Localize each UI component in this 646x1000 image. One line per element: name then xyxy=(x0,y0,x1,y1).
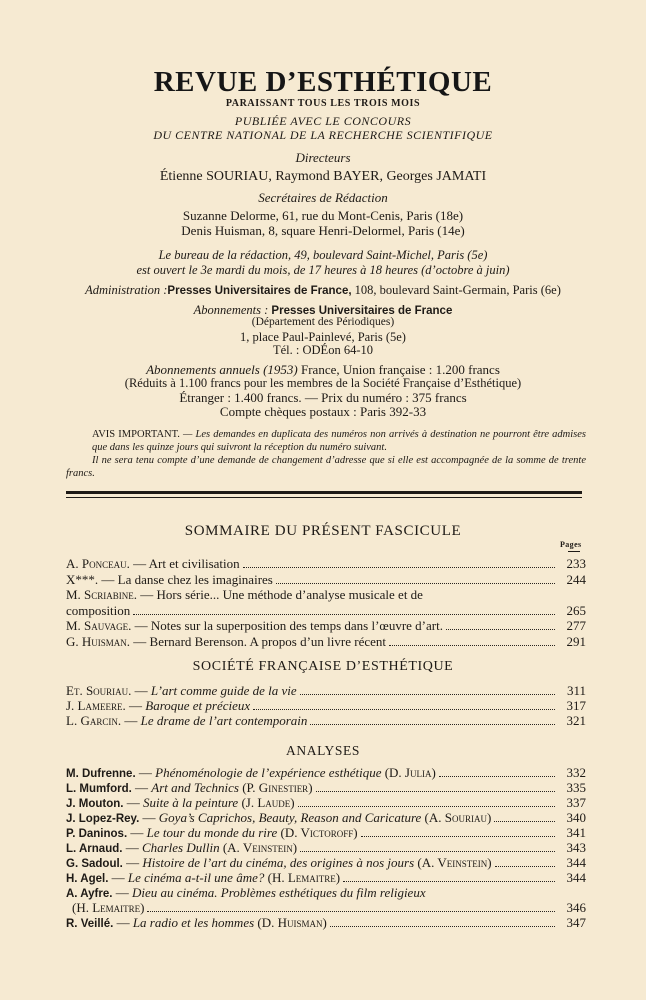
postal-account: Compte chèques postaux : Paris 392-33 xyxy=(219,404,427,419)
office-line-1: Le bureau de la rédaction, 49, boulevard Saint-Michel, Paris (5e) xyxy=(158,248,488,262)
entry-title: Charles Dullin xyxy=(141,840,220,855)
subscriptions-label: Abonnements : xyxy=(193,303,269,317)
entry-title: Dieu au cinéma. Problèmes esthétiques du film religieux xyxy=(131,885,426,900)
entry-page: 291 xyxy=(566,633,586,649)
entry-title: Art and Technics xyxy=(151,780,239,795)
analysis-entry xyxy=(66,855,586,870)
summary-entry xyxy=(66,603,586,619)
society-list xyxy=(66,683,586,728)
annual-label: Abonnements annuels (1953) xyxy=(146,362,298,377)
entry-author: J. Lameere. xyxy=(66,698,126,713)
dot-leader xyxy=(361,835,555,837)
entry-page: 311 xyxy=(566,683,586,698)
entry-author: A. Ayfre. xyxy=(66,888,113,900)
dot-leader xyxy=(243,566,555,568)
summary-entry xyxy=(66,556,586,572)
subscriptions-address: 1, place Paul-Painlevé, Paris (5e) xyxy=(240,330,406,344)
entry-page: 265 xyxy=(566,602,586,618)
entry-text: M. Dufrenne. — Phénoménologie de l’expérience esthétique (D. Julia) xyxy=(66,765,436,780)
administration-label: Administration : xyxy=(85,283,168,297)
entry-text: L. Garcin. — Le drame de l’art contemporain xyxy=(66,713,308,728)
analysis-entry xyxy=(66,840,586,855)
dot-leader xyxy=(300,850,555,852)
administration-name: Presses Universitaires de France, xyxy=(167,285,352,297)
entry-reviewer: (A. Veinstein) xyxy=(219,840,298,855)
entry-author: G. Huisman. xyxy=(66,633,131,649)
dot-leader xyxy=(253,708,555,710)
frequency-line: PARAISSANT TOUS LES TROIS MOIS xyxy=(225,98,421,109)
address-change-notice: Il ne sera tenu compte d’une demande de changement d’adresse que si elle est accompagnée de la somme de trente francs. xyxy=(66,455,586,479)
entry-author: J. Lopez-Rey. xyxy=(66,813,140,825)
pages-column-label: Pages xyxy=(560,540,582,549)
entry-reviewer: (D. Victoroff) xyxy=(277,825,358,840)
entry-title: Suite à la peinture xyxy=(143,795,239,810)
entry-author: L. Arnaud. xyxy=(66,843,123,855)
entry-author: R. Veillé. xyxy=(66,918,114,930)
society-heading: SOCIÉTÉ FRANÇAISE D’ESTHÉTIQUE xyxy=(192,659,454,674)
analysis-entry xyxy=(66,825,586,840)
analysis-entry xyxy=(66,885,586,900)
directors-names: Étienne SOURIAU, Raymond BAYER, Georges JAMATI xyxy=(159,169,487,184)
entry-page: 317 xyxy=(566,698,586,713)
entry-title: La radio et les hommes xyxy=(132,915,255,930)
entry-reviewer: (A. Veinstein) xyxy=(414,855,492,870)
entry-page: 343 xyxy=(566,840,586,855)
annual-price: France, Union française : 1.200 francs xyxy=(300,362,500,377)
entry-text: J. Lameere. — Baroque et précieux xyxy=(66,698,251,713)
entry-text: J. Mouton. — Suite à la peinture (J. Laude) xyxy=(66,795,295,810)
dot-leader xyxy=(494,820,555,822)
secretary-1: Suzanne Delorme, 61, rue du Mont-Cenis, Paris (18e) xyxy=(182,208,464,223)
entry-page: 244 xyxy=(566,571,586,587)
entry-text: R. Veillé. — La radio et les hommes (D. Huisman) xyxy=(66,915,327,930)
entry-text: L. Arnaud. — Charles Dullin (A. Veinstein) xyxy=(66,840,298,855)
entry-text xyxy=(66,572,273,587)
entry-author: X***. xyxy=(66,571,99,587)
summary-entry xyxy=(66,572,586,588)
notice-text: — Les demandes en duplicata des numéros non arrivés à destination ne pourront être admises que dans les quinze jours qui suivront la réception du numéro suivant. xyxy=(92,429,587,453)
dot-leader xyxy=(133,613,555,615)
dot-leader xyxy=(343,880,555,882)
entry-text: A. Ayfre. — Dieu au cinéma. Problèmes esthétiques du film religieux xyxy=(66,885,426,900)
entry-text: P. Daninos. — Le tour du monde du rire (D. Victoroff) xyxy=(66,825,358,840)
entry-author: A. Ponceau. xyxy=(66,556,130,571)
society-entry xyxy=(66,713,586,728)
entry-text: H. Agel. — Le cinéma a-t-il une âme? (H. Lemaitre) xyxy=(66,870,341,885)
entry-title: Histoire de l’art du cinéma, des origines à nos jours xyxy=(142,855,415,870)
entry-author: J. Mouton. xyxy=(66,798,124,810)
analysis-entry xyxy=(66,870,586,885)
society-entry xyxy=(66,698,586,713)
dot-leader xyxy=(426,598,555,599)
entry-page: 344 xyxy=(566,855,586,870)
entry-reviewer: (H. Lemaitre) xyxy=(72,900,145,915)
entry-reviewer: (J. Laude) xyxy=(238,795,295,810)
dot-leader xyxy=(446,628,555,630)
entry-title: — Hors série... Une méthode d’analyse musicale et de xyxy=(137,587,423,602)
administration-line xyxy=(0,283,646,298)
entry-title: Baroque et précieux xyxy=(145,698,251,713)
office-line-2: est ouvert le 3e mardi du mois, de 17 heures à 18 heures (d’octobre à juin) xyxy=(136,263,510,277)
entry-page: 233 xyxy=(566,556,586,571)
entry-reviewer: (A. Souriau) xyxy=(421,810,492,825)
entry-text xyxy=(66,603,130,618)
entry-text: L. Mumford. — Art and Technics (P. Ginestier) xyxy=(66,780,313,795)
entry-title: Phénoménologie de l’expérience esthétique xyxy=(155,765,382,780)
entry-text xyxy=(66,587,423,602)
entry-page: 347 xyxy=(566,915,586,930)
entry-text: Et. Souriau. — L’art comme guide de la vie xyxy=(66,683,297,698)
entry-reviewer: (D. Huisman) xyxy=(254,915,327,930)
secretaries-label: Secrétaires de Rédaction xyxy=(258,190,388,205)
pages-underline xyxy=(568,551,580,552)
administration-address: 108, boulevard Saint-Germain, Paris (6e) xyxy=(351,283,561,297)
entry-author: Et. Souriau. xyxy=(66,683,132,698)
dot-leader xyxy=(276,582,555,584)
entry-reviewer: (P. Ginestier) xyxy=(238,780,313,795)
dot-leader xyxy=(147,910,555,912)
dot-leader xyxy=(429,896,555,897)
entry-text: J. Lopez-Rey. — Goya’s Caprichos, Beauty, Reason and Caricature (A. Souriau) xyxy=(66,810,492,825)
entry-text xyxy=(66,618,443,633)
entry-author: M. Scriabine. xyxy=(66,587,138,602)
analysis-entry xyxy=(66,915,586,930)
entry-title: Le drame de l’art contemporain xyxy=(140,713,308,728)
notice-label: AVIS IMPORTANT. xyxy=(92,429,180,440)
analysis-entry xyxy=(66,810,586,825)
analysis-entry xyxy=(66,765,586,780)
entry-page: 340 xyxy=(566,810,586,825)
dot-leader xyxy=(316,790,555,792)
entry-page: 341 xyxy=(566,825,586,840)
entry-author: M. Sauvage. xyxy=(66,618,132,633)
entry-text xyxy=(66,556,240,571)
entry-author: H. Agel. xyxy=(66,873,109,885)
entry-title: — Notes sur la superposition des temps dans l’œuvre d’art. xyxy=(131,618,443,633)
society-entry xyxy=(66,683,586,698)
summary-list xyxy=(66,556,586,649)
entry-author: G. Sadoul. xyxy=(66,858,123,870)
dot-leader xyxy=(330,925,555,927)
divider-thick xyxy=(66,491,582,494)
entry-page: 346 xyxy=(566,900,586,915)
summary-entry xyxy=(66,634,586,650)
entry-title: Goya’s Caprichos, Beauty, Reason and Caricature xyxy=(158,810,422,825)
entry-page: 332 xyxy=(566,765,586,780)
entry-title: — Bernard Berenson. A propos d’un livre récent xyxy=(130,633,386,649)
entry-title: Le tour du monde du rire xyxy=(146,825,278,840)
entry-title: L’art comme guide de la vie xyxy=(150,683,297,698)
subscriptions-dept: (Département des Périodiques) xyxy=(251,316,395,328)
entry-title: Le cinéma a-t-il une âme? xyxy=(127,870,265,885)
dot-leader xyxy=(300,693,555,695)
dot-leader xyxy=(298,805,555,807)
analyses-list xyxy=(66,765,586,930)
directors-label: Directeurs xyxy=(295,150,351,165)
entry-reviewer: (H. Lemaitre) xyxy=(264,870,341,885)
foreign-price: Étranger : 1.400 francs. — Prix du numéro : 375 francs xyxy=(179,390,467,405)
analysis-entry xyxy=(66,900,586,915)
secretary-2: Denis Huisman, 8, square Henri-Delormel, Paris (14e) xyxy=(181,223,465,238)
entry-author: P. Daninos. xyxy=(66,828,128,840)
published-line-1: PUBLIÉE AVEC LE CONCOURS xyxy=(234,114,412,128)
analysis-entry xyxy=(66,780,586,795)
entry-reviewer: (D. Julia) xyxy=(381,765,436,780)
important-notice xyxy=(92,428,586,454)
entry-page: 321 xyxy=(566,713,586,728)
entry-page: 335 xyxy=(566,780,586,795)
entry-page: 277 xyxy=(566,618,586,633)
published-line-2: DU CENTRE NATIONAL DE LA RECHERCHE SCIENTIFIQUE xyxy=(153,128,493,142)
entry-text xyxy=(66,900,144,915)
subscriptions-phone: Tél. : ODÉon 64-10 xyxy=(273,343,373,357)
divider-thin xyxy=(66,497,582,498)
dot-leader xyxy=(495,865,555,867)
entry-author: L. Mumford. xyxy=(66,783,132,795)
analyses-heading: ANALYSES xyxy=(286,743,360,758)
entry-page: 344 xyxy=(566,870,586,885)
entry-text xyxy=(66,634,386,649)
entry-text: G. Sadoul. — Histoire de l’art du cinéma, des origines à nos jours (A. Veinstein) xyxy=(66,855,492,870)
analysis-entry xyxy=(66,795,586,810)
entry-title: — Art et civilisation xyxy=(129,556,240,571)
entry-page: 337 xyxy=(566,795,586,810)
entry-title: composition xyxy=(66,602,131,618)
entry-title: — La danse chez les imaginaires xyxy=(98,571,273,587)
summary-entry xyxy=(66,587,586,603)
entry-author: L. Garcin. xyxy=(66,713,122,728)
subscriptions-name: Presses Universitaires de France xyxy=(271,305,453,317)
dot-leader xyxy=(439,775,555,777)
reduced-price: (Réduits à 1.100 francs pour les membres de la Société Française d’Esthétique) xyxy=(124,376,522,390)
entry-author: M. Dufrenne. xyxy=(66,768,136,780)
dot-leader xyxy=(310,723,555,725)
summary-entry xyxy=(66,618,586,634)
journal-title: REVUE D’ESTHÉTIQUE xyxy=(153,66,493,98)
summary-heading: SOMMAIRE DU PRÉSENT FASCICULE xyxy=(184,523,462,539)
dot-leader xyxy=(389,644,555,646)
